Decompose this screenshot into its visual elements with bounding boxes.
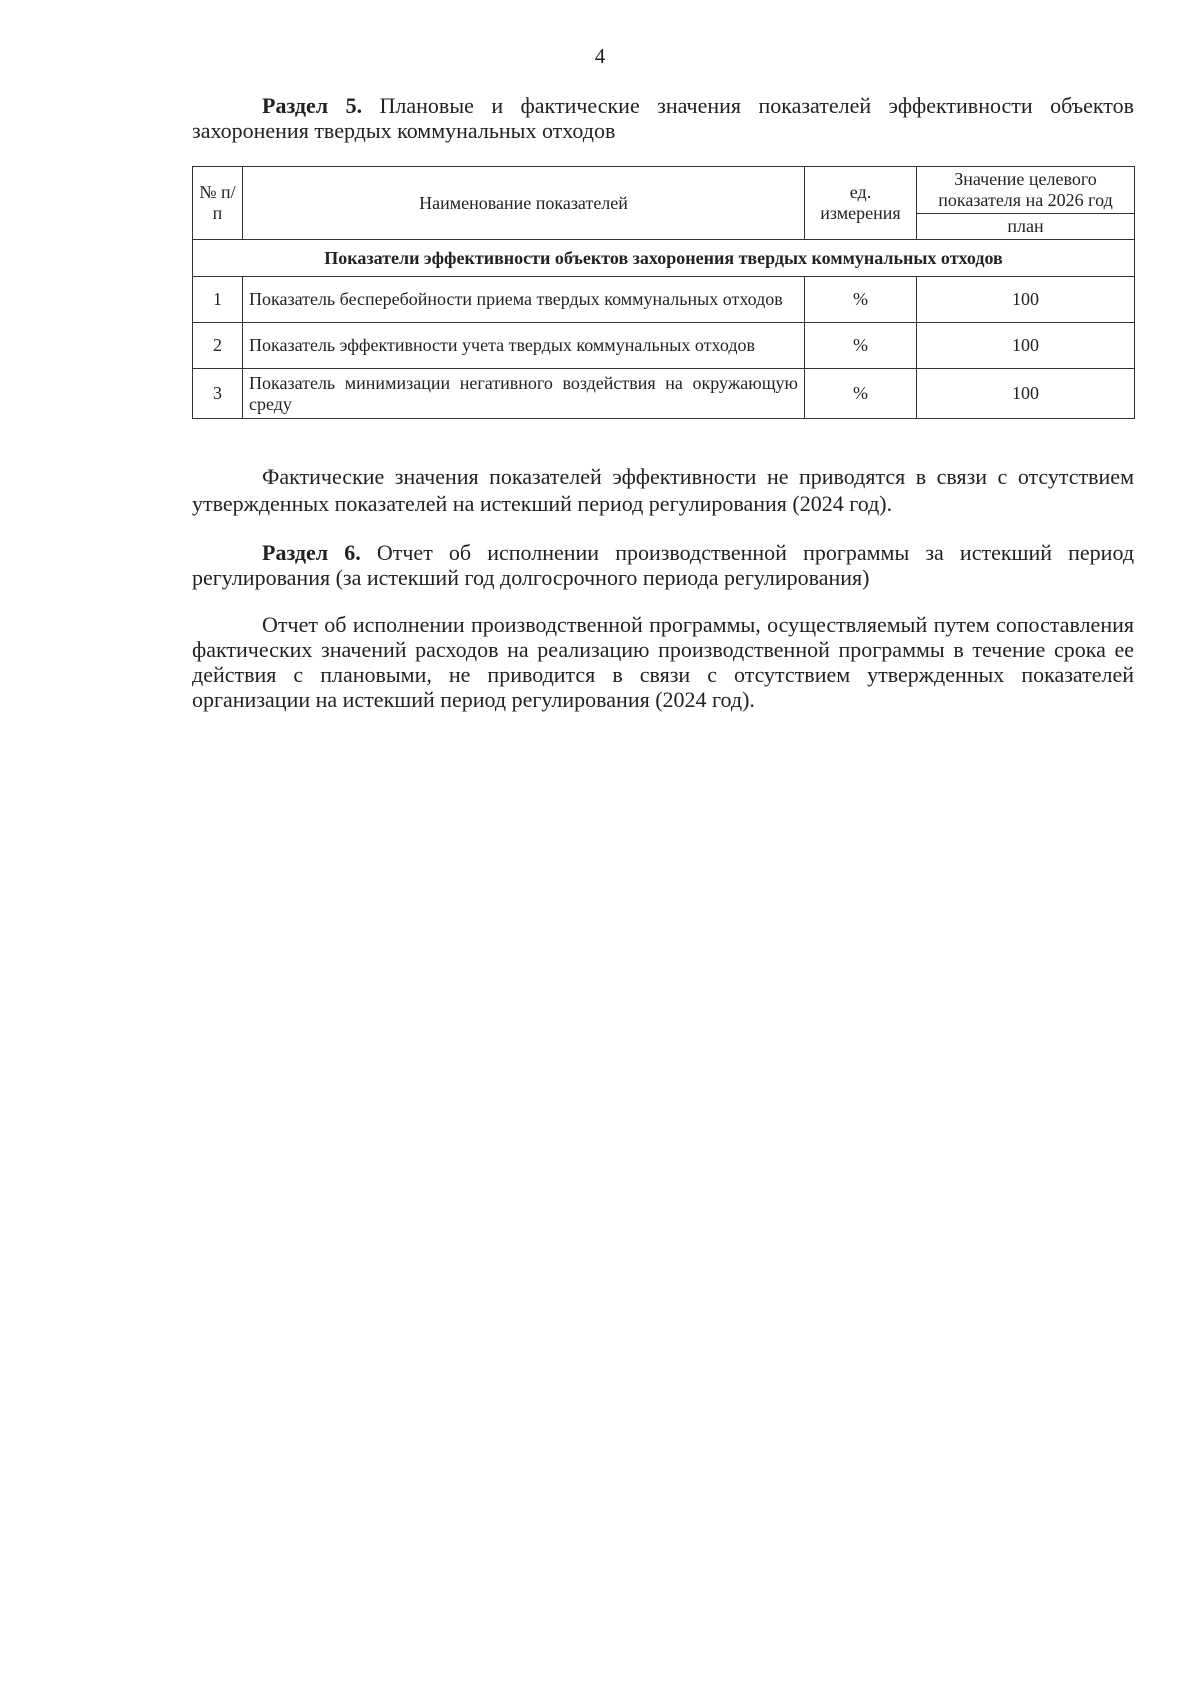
header-plan: план xyxy=(917,214,1135,240)
report-paragraph: Отчет об исполнении производственной программы, осуществляемый путем сопоставления фактических значений расходов на реализацию производственной программы в течение срока ее действия с плановыми, не приводится в связи с отсутствием утвержденных показателей организации на истекший период регулирования (2024 год). xyxy=(192,612,1134,712)
section-5-label: Раздел 5. xyxy=(262,93,363,118)
page-number: 4 xyxy=(594,44,606,68)
row-value: 100 xyxy=(917,277,1135,323)
header-name: Наименование показателей xyxy=(243,167,805,240)
row-number: 3 xyxy=(193,369,243,419)
row-value: 100 xyxy=(917,369,1135,419)
table-row xyxy=(193,277,1135,323)
header-unit: ед. измерения xyxy=(805,167,917,240)
section-6-label: Раздел 6. xyxy=(262,540,361,565)
section-5-title: Плановые и фактические значения показателей эффективности объектов захоронения твердых коммунальных отходов xyxy=(192,93,1135,143)
row-number: 1 xyxy=(193,277,243,323)
fact-values-paragraph: Фактические значения показателей эффективности не приводятся в связи с отсутствием утвержденных показателей на истекший период регулирования (2024 год). xyxy=(192,464,1134,516)
row-name: Показатель бесперебойности приема твердых коммунальных отходов xyxy=(243,277,805,323)
row-unit: % xyxy=(805,323,917,369)
section-6-title: Отчет об исполнении производственной программы за истекший период регулирования (за истекший год долгосрочного периода регулирования) xyxy=(192,540,1135,590)
row-name: Показатель эффективности учета твердых коммунальных отходов xyxy=(243,323,805,369)
group-title: Показатели эффективности объектов захоронения твердых коммунальных отходов xyxy=(193,240,1135,277)
row-unit: % xyxy=(805,277,917,323)
row-unit: % xyxy=(805,369,917,419)
section-5-heading xyxy=(192,93,1134,143)
table-row xyxy=(193,323,1135,369)
table-row xyxy=(193,369,1135,419)
table-group-row xyxy=(193,240,1135,277)
row-number: 2 xyxy=(193,323,243,369)
table-header-row xyxy=(193,167,1135,214)
section-6-heading xyxy=(192,540,1134,590)
row-name: Показатель минимизации негативного воздействия на окружающую среду xyxy=(243,369,805,419)
header-number: № п/п xyxy=(193,167,243,240)
row-value: 100 xyxy=(917,323,1135,369)
header-target: Значение целевого показателя на 2026 год xyxy=(917,167,1135,214)
indicators-table xyxy=(192,166,1135,419)
